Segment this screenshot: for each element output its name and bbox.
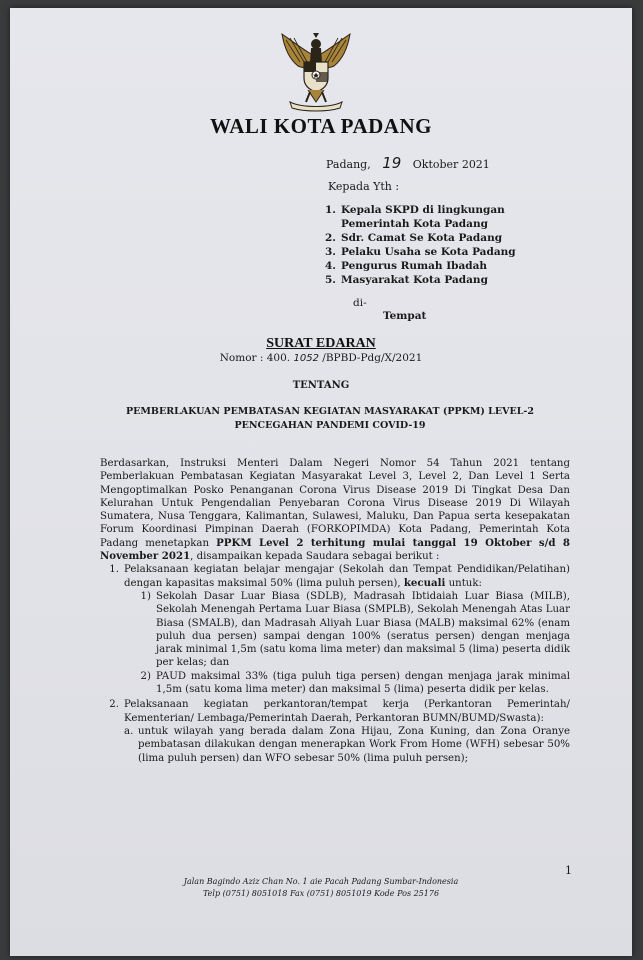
recipient-number: 5. [325,274,336,286]
footer-contact: Telp (0751) 8051018 Fax (0751) 8051019 Kode Pos 25176 [202,889,440,898]
sub-text: Sekolah Dasar Luar Biasa (SDLB), Madrasah Ibtidaiah Luar Biasa (MILB), Sekolah Menengah Pertama Luar Biasa (SMPLB), Sekolah Menengah Atas Luar Biasa (SMALB), dan Madrasah Aliyah Luar Biasa (MALB) maksimal 62% (enam puluh dua persen) sampai dengan 100% (seratus persen) dengan menjaga jarak minimal 1,5m (satu koma lima meter) dan maksimal 5 (lima) peserta didik per kelas; dan [156,590,570,669]
sub-list-item [134,590,570,670]
addressee-label: Kepada Yth : [328,180,400,193]
list-item [100,698,570,764]
letter-title: SURAT EDARAN [266,336,376,351]
date-city: Padang, [326,158,371,171]
list-number: 2. [109,699,119,711]
letter-date [326,154,490,172]
recipient-text: Pengurus Rumah Ibadah [341,260,488,272]
item-text-end: untuk: [445,577,482,589]
date-day-handwritten: 19 [382,154,402,172]
sub-letter: a. [124,725,134,737]
recipient-item [325,245,525,259]
recipient-text: Sdr. Camat Se Kota Padang [341,232,503,244]
footer-address: Jalan Bagindo Aziz Chan No. 1 aie Pacah Padang Sumbar-Indonesia [183,877,459,886]
addressee-tempat: Tempat [383,310,427,322]
intro-paragraph [100,457,570,563]
recipient-text: Masyarakat Kota Padang [341,274,488,286]
letter-body [100,457,570,765]
page-number: 1 [565,864,572,877]
letterhead-title: WALI KOTA PADANG [210,114,432,138]
recipient-number: 1. [325,204,336,216]
sub-number: 1) [140,590,151,602]
recipient-item [325,273,525,287]
sub-number: 2) [140,670,151,682]
nomor-handwritten: 1052 [293,353,319,364]
item-text: Pelaksanaan kegiatan belajar mengajar (Sekolah dan Tempat Pendidikan/Pelatihan) dengan kapasitas maksimal 50% (lima puluh persen), [124,564,570,589]
garuda-crest-icon [278,32,354,112]
sub-text: PAUD maksimal 33% (tiga puluh tiga persen) dengan menjaga jarak minimal 1,5m (satu koma lima meter) dan maksimal 5 (lima) peserta didik per kelas. [156,670,570,696]
recipient-number: 4. [325,260,336,272]
item-bold-text: kecuali [403,576,446,589]
letter-subject [100,405,560,433]
list-item [100,563,570,696]
intro-text: Berdasarkan, Instruksi Menteri Dalam Negeri Nomor 54 Tahun 2021 tentang Pemberlakuan Pembatasan Kegiatan Masyarakat Level 3, Level 2, Dan Level 1 Serta Mengoptimalkan Posko Penanganan Corona Virus Disease 2019 Di Tingkat Desa Dan Kelurahan Untuk Pengendalian Penyebaran Corona Virus Disease 2019 Di Wilayah Sumatera, Nusa Tenggara, Kalimantan, Sulawesi, Maluku, Dan Papua serta kesepakatan Forum Koordinasi Pimpinan Daerah (FORKOPIMDA) Kota Padang, Pemerintah Kota Padang menetapkan [100,458,570,549]
recipient-text: Kepala SKPD di lingkungan Pemerintah Kota Padang [341,204,505,230]
letter-page [10,8,632,956]
sub-list-item [134,670,570,697]
subject-line: PEMBERLAKUAN PEMBATASAN KEGIATAN MASYARAKAT (PPKM) LEVEL-2 [126,406,534,417]
sub-list-item [124,725,570,765]
letter-footer [10,876,632,900]
subject-line: PENCEGAHAN PANDEMI COVID-19 [234,420,426,431]
recipient-item [325,231,525,245]
recipient-number: 2. [325,232,336,244]
sub-text: untuk wilayah yang berada dalam Zona Hijau, Zona Kuning, dan Zona Oranye pembatasan dilakukan dengan menerapkan Work From Home (WFH) sebesar 50% (lima puluh persen) dan WFO sebesar 50% (lima puluh persen); [138,725,570,764]
recipient-list [325,203,525,287]
tentang-heading: TENTANG [292,380,350,391]
recipient-text: Pelaku Usaha se Kota Padang [341,246,516,258]
date-month-year: Oktober 2021 [412,158,490,171]
intro-bold-text: PPKM Level 2 terhitung mulai tanggal 19 Oktober s/d 8 November 2021 [100,536,570,563]
list-number: 1. [109,564,119,576]
recipient-item [325,259,525,273]
item-text: Pelaksanaan kegiatan perkantoran/tempat kerja (Perkantoran Pemerintah/ Kementerian/ Lembaga/Pemerintah Daerah, Perkantoran BUMN/BUMD/Swasta): [124,699,570,724]
nomor-suffix: /BPBD-Pdg/X/2021 [322,352,423,364]
letter-number [10,352,632,364]
recipient-number: 3. [325,246,336,258]
addressee-di: di- [353,297,367,309]
nomor-prefix: Nomor : 400. [219,352,291,364]
recipient-item [325,203,525,231]
intro-text-end: , disampaikan kepada Saudara sebagai berikut : [190,551,440,563]
